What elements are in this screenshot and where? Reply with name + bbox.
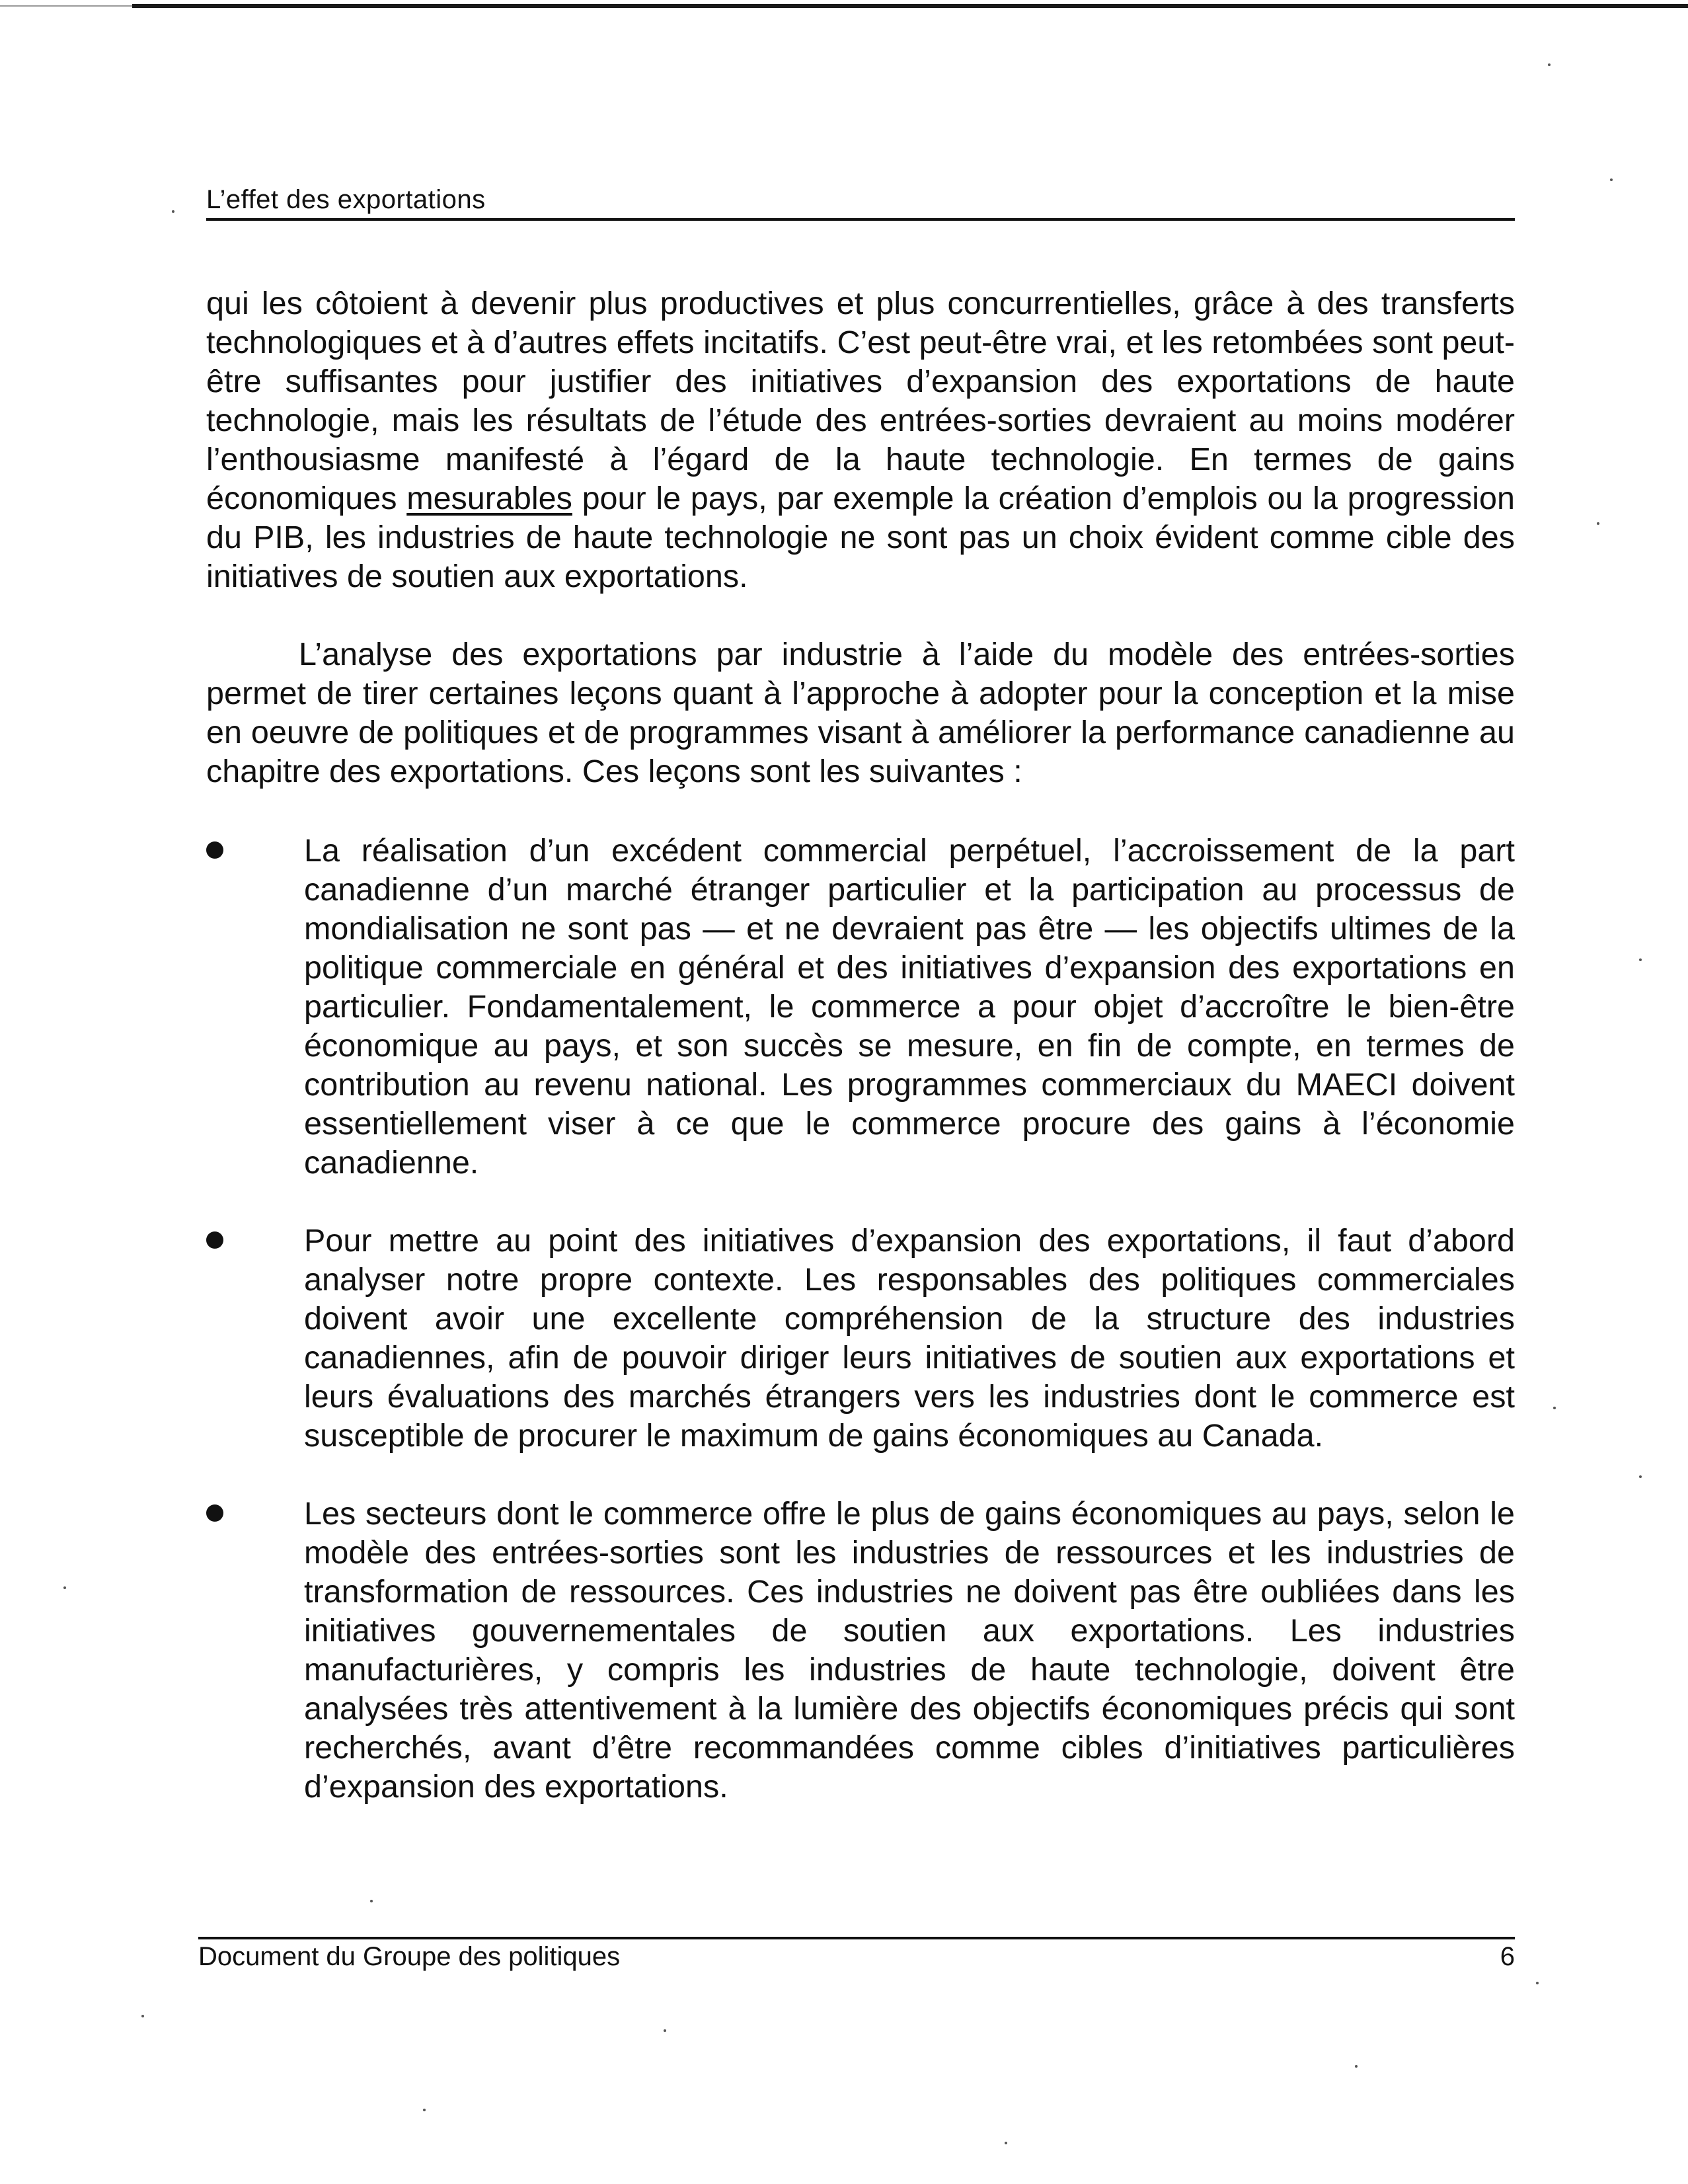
scan-speck	[1005, 2142, 1007, 2144]
footer-rule	[198, 1937, 1515, 1939]
bullet-icon	[206, 1504, 223, 1522]
scan-speck	[63, 1586, 66, 1589]
scan-speck	[1355, 2065, 1358, 2068]
footer-document-title: Document du Groupe des politiques	[198, 1942, 621, 1971]
bullet-icon	[206, 1231, 223, 1249]
scan-speck	[1548, 63, 1551, 66]
list-item	[206, 1495, 1515, 1807]
scan-top-edge	[0, 5, 132, 7]
top-border-rule	[132, 4, 1688, 8]
header-rule	[206, 218, 1515, 221]
list-item	[206, 1222, 1515, 1456]
list-item	[206, 832, 1515, 1183]
underlined-emphasis: mesurables	[406, 481, 572, 516]
scan-speck	[664, 2029, 666, 2032]
scan-speck	[1597, 522, 1599, 525]
paragraph-1-text-before: qui les côtoient à devenir plus productives et plus concurrentielles, grâce à des transferts technologiques et à d’autres effets incitatifs. C’est peut-être vrai, et les retombées sont peut-être suffisantes pour justifier des initiatives d’expansion des exportations de haute technologie, mais les résultats de l’étude des entrées-sorties devraient au moins modérer l’enthousiasme manifesté à l’égard de la haute technologie. En termes de gains économiques	[206, 286, 1515, 516]
scan-speck	[172, 210, 174, 213]
lessons-list	[206, 832, 1515, 1807]
running-header: L’effet des exportations	[206, 185, 486, 214]
bullet-icon	[206, 841, 223, 859]
paragraph-1-text-after: pour le pays, par exemple la création d’emplois ou la progression du PIB, les industries de haute technologie ne sont pas un choix évident comme cible des initiatives de soutien aux exportations.	[206, 481, 1515, 594]
scan-speck	[1536, 1982, 1539, 1984]
scan-speck	[141, 2015, 144, 2017]
scan-speck	[1553, 1407, 1556, 1409]
scan-speck	[1639, 958, 1642, 961]
scan-speck	[370, 1900, 373, 1902]
scan-speck	[1610, 178, 1613, 181]
page-number: 6	[1500, 1942, 1515, 1971]
paragraph-1	[206, 284, 1515, 596]
list-item-text: La réalisation d’un excédent commercial perpétuel, l’accroissement de la part canadienne d’un marché étranger particulier et la participation au processus de mondialisation ne sont pas — et ne devraient pas être — les objectifs ultimes de la politique commerciale en général et des initiatives d’expansion des exportations en particulier. Fondamentalement, le commerce a pour objet d’accroître le bien-être économique au pays, et son succès se mesure, en fin de compte, en termes de contribution au revenu national. Les programmes commerciaux du MAECI doivent essentiellement viser à ce que le commerce procure des gains à l’économie canadienne.	[304, 833, 1515, 1181]
list-item-text: Les secteurs dont le commerce offre le plus de gains économiques au pays, selon le modèle des entrées-sorties sont les industries de ressources et les industries de transformation de ressources. Ces industries ne doivent pas être oubliées dans les initiatives gouvernementales de soutien aux exportations. Les industries manufacturières, y compris les industries de haute technologie, doivent être analysées très attentivement à la lumière des objectifs économiques précis qui sont recherchés, avant d’être recommandées comme cibles d’initiatives particulières d’expansion des exportations.	[304, 1496, 1515, 1805]
scan-speck	[423, 2109, 426, 2111]
paragraph-2: L’analyse des exportations par industrie à l’aide du modèle des entrées-sorties permet de tirer certaines leçons quant à l’approche à adopter pour la conception et la mise en oeuvre de politiques et de programmes visant à améliorer la performance canadienne au chapitre des exportations. Ces leçons sont les suivantes :	[206, 637, 1515, 789]
scan-speck	[1639, 1475, 1642, 1478]
list-item-text: Pour mettre au point des initiatives d’expansion des exportations, il faut d’abord analyser notre propre contexte. Les responsables des politiques commerciales doivent avoir une excellente compréhension de la structure des industries canadiennes, afin de pouvoir diriger leurs initiatives de soutien aux exportations et leurs évaluations des marchés étrangers vers les industries dont le commerce est susceptible de procurer le maximum de gains économiques au Canada.	[304, 1223, 1515, 1454]
